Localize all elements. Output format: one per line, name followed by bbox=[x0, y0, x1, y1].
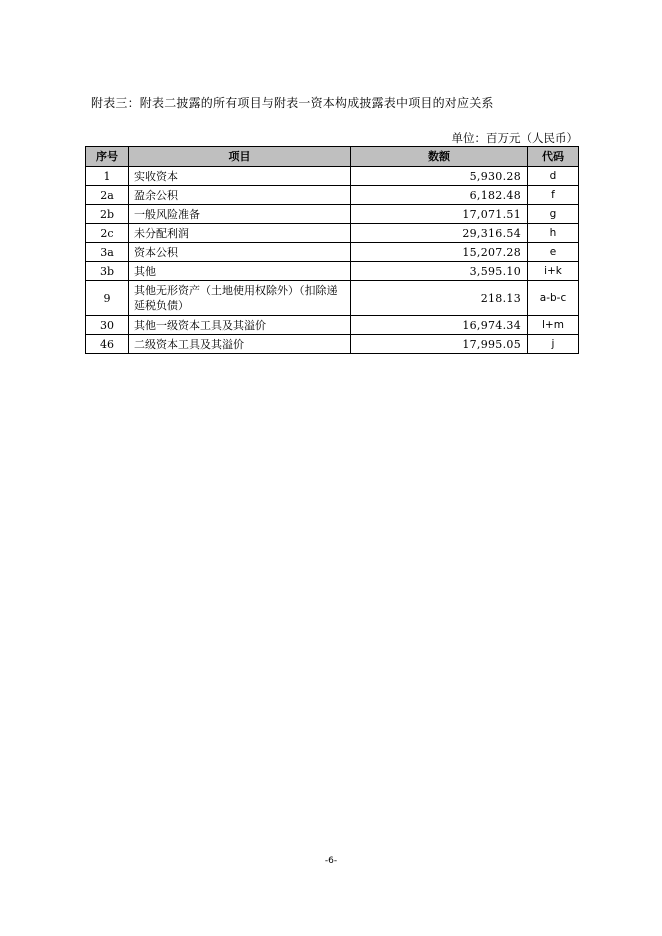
row-amount: 16,974.34 bbox=[351, 316, 528, 335]
table-row bbox=[86, 335, 579, 354]
row-code: l+m bbox=[528, 316, 579, 335]
row-amount: 3,595.10 bbox=[351, 262, 528, 281]
row-code: h bbox=[528, 224, 579, 243]
row-amount: 15,207.28 bbox=[351, 243, 528, 262]
row-amount: 5,930.28 bbox=[351, 167, 528, 186]
table-row bbox=[86, 281, 579, 316]
row-code: e bbox=[528, 243, 579, 262]
header-code: 代码 bbox=[528, 147, 579, 167]
header-no: 序号 bbox=[86, 147, 129, 167]
row-no: 3a bbox=[86, 243, 129, 262]
table-row bbox=[86, 262, 579, 281]
row-code: j bbox=[528, 335, 579, 354]
row-amount: 218.13 bbox=[351, 281, 528, 316]
table-header-row bbox=[86, 147, 579, 167]
row-no: 2a bbox=[86, 186, 129, 205]
unit-label: 单位：百万元（人民币） bbox=[451, 131, 578, 145]
table-row bbox=[86, 186, 579, 205]
row-code: g bbox=[528, 205, 579, 224]
row-no: 30 bbox=[86, 316, 129, 335]
page-number: -6- bbox=[324, 856, 338, 866]
row-code: i+k bbox=[528, 262, 579, 281]
header-amount: 数额 bbox=[351, 147, 528, 167]
row-item: 实收资本 bbox=[129, 167, 351, 186]
row-no: 9 bbox=[86, 281, 129, 316]
table-row bbox=[86, 167, 579, 186]
row-item: 二级资本工具及其溢价 bbox=[129, 335, 351, 354]
row-item: 一般风险准备 bbox=[129, 205, 351, 224]
row-amount: 29,316.54 bbox=[351, 224, 528, 243]
row-code: a-b-c bbox=[528, 281, 579, 316]
table-row bbox=[86, 243, 579, 262]
table-row bbox=[86, 224, 579, 243]
row-no: 1 bbox=[86, 167, 129, 186]
capital-mapping-table bbox=[85, 146, 579, 354]
row-item: 未分配利润 bbox=[129, 224, 351, 243]
table-row bbox=[86, 205, 579, 224]
row-item: 其他无形资产（土地使用权除外）（扣除递延税负债） bbox=[129, 281, 351, 316]
row-amount: 17,071.51 bbox=[351, 205, 528, 224]
row-no: 46 bbox=[86, 335, 129, 354]
row-code: d bbox=[528, 167, 579, 186]
row-amount: 17,995.05 bbox=[351, 335, 528, 354]
row-code: f bbox=[528, 186, 579, 205]
row-item: 资本公积 bbox=[129, 243, 351, 262]
row-no: 2c bbox=[86, 224, 129, 243]
row-no: 3b bbox=[86, 262, 129, 281]
row-no: 2b bbox=[86, 205, 129, 224]
row-item: 盈余公积 bbox=[129, 186, 351, 205]
table-row bbox=[86, 316, 579, 335]
page-title: 附表三：附表二披露的所有项目与附表一资本构成披露表中项目的对应关系 bbox=[91, 96, 494, 110]
row-item: 其他一级资本工具及其溢价 bbox=[129, 316, 351, 335]
row-item: 其他 bbox=[129, 262, 351, 281]
header-item: 项目 bbox=[129, 147, 351, 167]
row-amount: 6,182.48 bbox=[351, 186, 528, 205]
